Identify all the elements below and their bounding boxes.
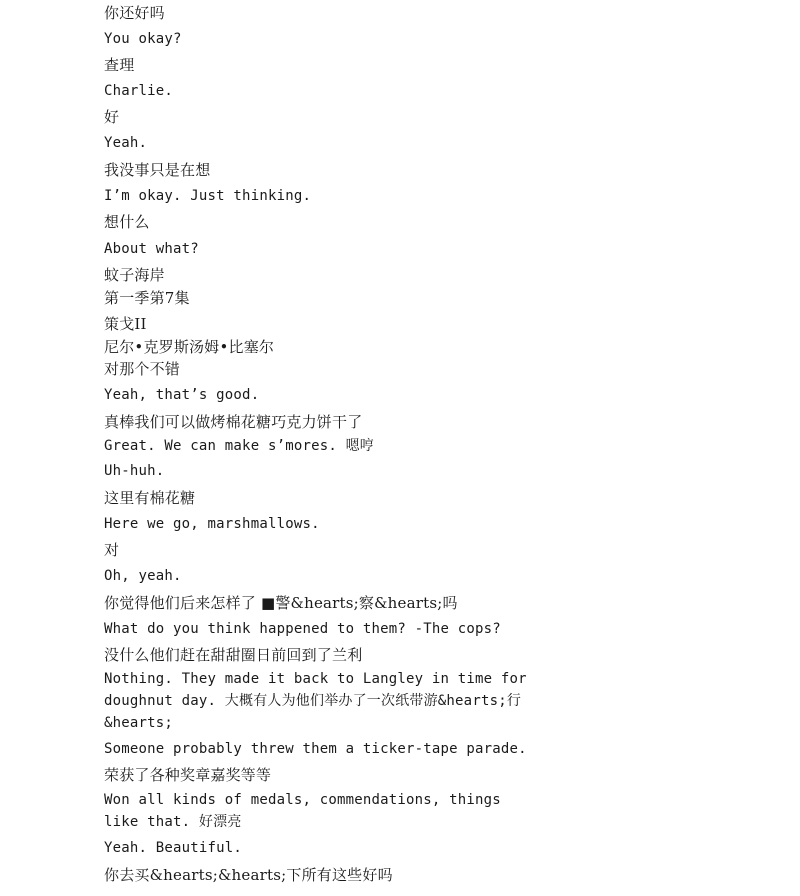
subtitle-line: 查理 [104,56,135,74]
subtitle-line: 没什么他们赶在甜甜圈日前回到了兰利 [104,646,363,664]
subtitle-line: 真棒我们可以做烤棉花糖巧克力饼干了 [104,413,363,431]
subtitle-line: Here we go, marshmallows. [104,516,320,532]
subtitle-line: 第一季第7集 [104,289,190,307]
subtitle-line: 对那个不错 [104,360,181,378]
subtitle-line: Uh-huh. [104,463,165,479]
subtitle-line: About what? [104,241,199,257]
subtitle-line: 对 [104,541,120,559]
subtitle-line: 想什么 [104,213,150,231]
subtitle-line: 好 [104,108,120,126]
subtitle-line: You okay? [104,31,182,47]
subtitle-line: I’m okay. Just thinking. [104,188,312,204]
subtitle-line: 你去买&hearts;&hearts;下所有这些好吗 [104,866,393,884]
subtitle-line: 尼尔•克罗斯汤姆•比塞尔 [104,338,275,356]
subtitle-line: Yeah. Beautiful. [104,840,243,856]
subtitle-line: 荣获了各种奖章嘉奖等等 [104,766,272,784]
subtitle-line: Great. We can make s’mores. 嗯哼 [104,438,375,454]
subtitle-line: 你还好吗 [104,4,165,22]
subtitle-line: Yeah, that’s good. [104,387,260,403]
subtitle-line: 策戈II [104,315,147,333]
subtitle-line: 你觉得他们后来怎样了 ■警&hearts;察&hearts;吗 [104,594,458,612]
subtitle-line: 我没事只是在想 [104,161,211,179]
subtitle-line: 蚊子海岸 [104,266,165,284]
subtitle-line: Someone probably threw them a ticker-tape parade. [104,741,527,757]
subtitle-line: Yeah. [104,135,148,151]
subtitle-line: 这里有棉花糖 [104,489,196,507]
subtitle-line: Nothing. They made it back to Langley in time for doughnut day. 大概有人为他们举办了一次纸带游&hearts;行&hearts; [104,671,536,731]
subtitle-line: Won all kinds of medals, commendations, things like that. 好漂亮 [104,792,510,830]
subtitle-line: What do you think happened to them? -The cops? [104,621,501,637]
subtitle-line: Oh, yeah. [104,568,182,584]
subtitle-line: Charlie. [104,83,174,99]
